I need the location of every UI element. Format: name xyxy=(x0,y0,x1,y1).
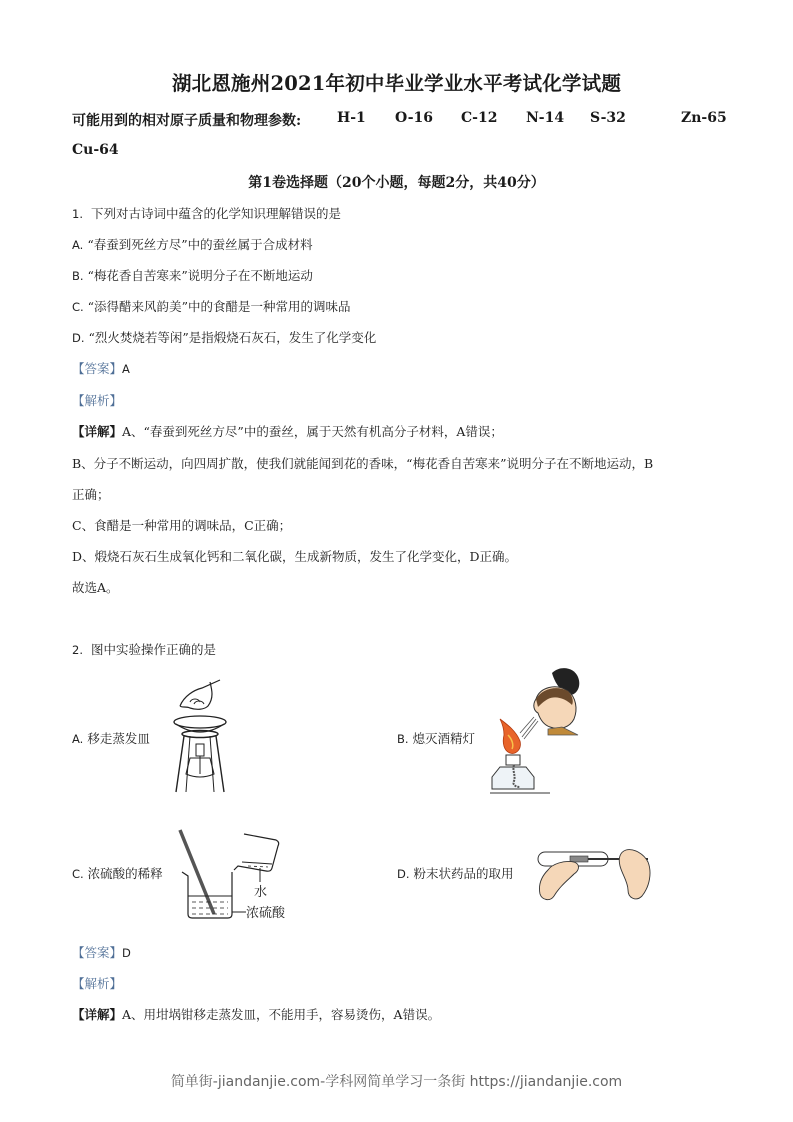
question-1-detail-line-6: 故选A。 xyxy=(72,580,119,595)
atomic-mass-params xyxy=(72,110,752,130)
acid-label: 浓硫酸 xyxy=(246,906,286,921)
question-1-detail-line-3: 正确； xyxy=(72,487,110,502)
alcohol-lamp-blowing-figure xyxy=(490,665,590,805)
footer-watermark: 简单街-jiandanjie.com-学科网简单学习一条街 https://jiandanjie.com xyxy=(170,1074,623,1090)
question-2-answer xyxy=(72,943,131,961)
question-1-detail-line-4: C、食醋是一种常用的调味品，C正确； xyxy=(72,518,292,533)
question-2-option-b: B. 熄灭酒精灯 xyxy=(397,731,476,746)
element-cu: Cu-64 xyxy=(72,142,119,158)
element-o: O-16 xyxy=(395,110,434,126)
question-1-answer xyxy=(72,359,130,377)
question-1-option-d: D. “烈火焚烧若等闲”是指煅烧石灰石，发生了化学变化 xyxy=(72,330,377,345)
detail-tag: 【详解】 xyxy=(72,424,123,439)
question-2-analysis-tag: 【解析】 xyxy=(72,976,123,991)
answer-tag: 【答案】 xyxy=(72,945,123,960)
evaporating-dish-hand-figure xyxy=(160,676,240,794)
detail-tag: 【详解】 xyxy=(72,1007,123,1022)
element-n: N-14 xyxy=(526,110,565,126)
section-heading: 第1卷选择题（20个小题，每题2分，共40分） xyxy=(248,175,545,191)
question-1-analysis-tag: 【解析】 xyxy=(72,393,123,408)
question-2-option-d: D. 粉末状药品的取用 xyxy=(397,866,514,881)
question-1-option-a: A. “春蚕到死丝方尽”中的蚕丝属于合成材料 xyxy=(72,237,313,252)
question-1-detail-line-5: D、煅烧石灰石生成氧化钙和二氧化碳，生成新物质，发生了化学变化，D正确。 xyxy=(72,549,518,564)
answer-value: D xyxy=(122,946,131,960)
sulfuric-acid-dilution-figure xyxy=(176,826,306,922)
element-zn: Zn-65 xyxy=(681,110,727,126)
answer-tag: 【答案】 xyxy=(72,361,123,376)
element-s: S-32 xyxy=(590,110,626,126)
element-h: H-1 xyxy=(337,110,366,126)
question-1-option-c: C. “添得醋来风韵美”中的食醋是一种常用的调味品 xyxy=(72,299,351,314)
answer-value: A xyxy=(122,362,130,376)
question-1-detail-line-2: B、分子不断运动，向四周扩散，使我们就能闻到花的香味，“梅花香自苦寒来”说明分子在不断地运动，B xyxy=(72,456,654,471)
question-2-detail-line-1: 【详解】A、用坩埚钳移走蒸发皿，不能用手，容易烫伤，A错误。 xyxy=(72,1007,441,1022)
document-title: 湖北恩施州2021年初中毕业学业水平考试化学试题 xyxy=(171,72,622,95)
question-1-option-b: B. “梅花香自苦寒来”说明分子在不断地运动 xyxy=(72,268,313,283)
question-2-option-c: C. 浓硫酸的稀释 xyxy=(72,866,163,881)
powder-reagent-test-tube-figure xyxy=(530,840,656,906)
question-2-option-a: A. 移走蒸发皿 xyxy=(72,731,150,746)
question-1-detail-line-1: 【详解】A、“春蚕到死丝方尽”中的蚕丝，属于天然有机高分子材料，A错误； xyxy=(72,424,503,439)
params-label: 可能用到的相对原子质量和物理参数: xyxy=(72,113,302,129)
question-1-stem: 1. 下列对古诗词中蕴含的化学知识理解错误的是 xyxy=(72,206,341,221)
water-label: 水 xyxy=(254,885,268,900)
question-2-stem: 2. 图中实验操作正确的是 xyxy=(72,642,216,657)
element-c: C-12 xyxy=(461,110,498,126)
